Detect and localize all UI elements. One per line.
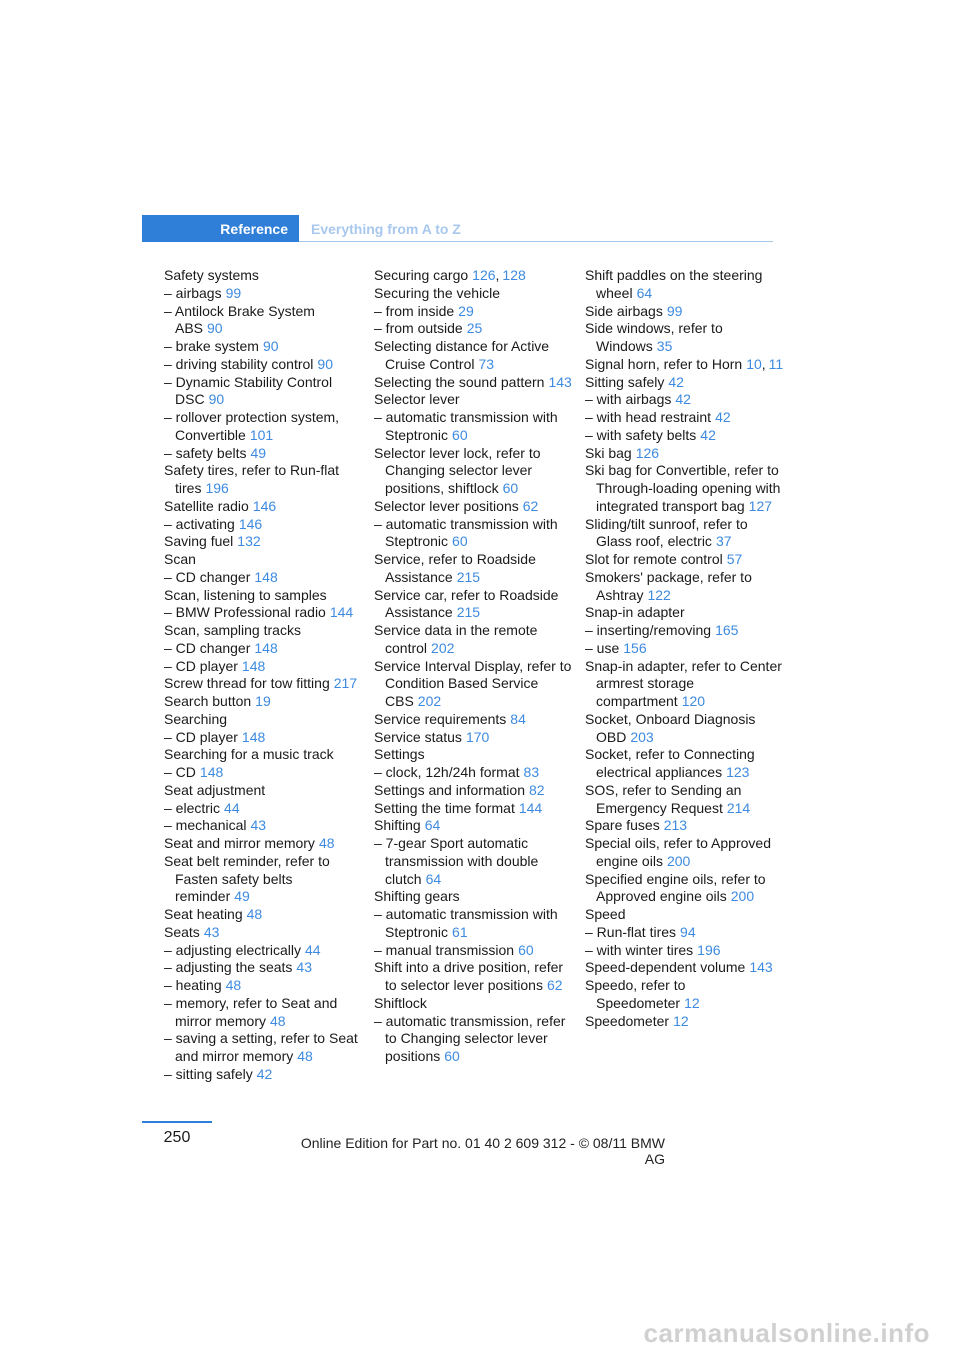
index-term: Snap-in adapter, refer to Center armrest storage compartment xyxy=(585,657,782,709)
index-term: – use xyxy=(585,639,620,656)
index-entry xyxy=(164,303,364,339)
index-term: Seat belt reminder, refer to Fasten safety belts reminder xyxy=(164,852,330,905)
index-entry xyxy=(374,516,574,552)
page-link[interactable]: 12 xyxy=(684,994,700,1011)
page-link[interactable]: 84 xyxy=(510,710,526,727)
index-term: – adjusting electrically xyxy=(164,941,301,958)
index-entry xyxy=(374,800,574,818)
index-entry xyxy=(374,746,574,764)
section-label: Reference xyxy=(220,221,288,237)
page-link[interactable]: 29 xyxy=(458,302,474,319)
page-link[interactable]: 37 xyxy=(715,533,732,550)
index-entry xyxy=(585,1013,785,1031)
index-entry xyxy=(374,391,574,409)
index-term: Setting the time format xyxy=(374,799,515,816)
index-entry xyxy=(585,391,785,409)
index-entry xyxy=(585,462,785,515)
index-term: Smokers' package, refer to Ashtray xyxy=(585,568,752,603)
page-link[interactable]: 57 xyxy=(726,551,743,567)
index-entry xyxy=(374,906,574,942)
index-entry xyxy=(585,959,785,977)
index-term: – adjusting the seats xyxy=(164,959,293,976)
index-term: Securing the vehicle xyxy=(374,284,501,301)
page-link[interactable]: 62 xyxy=(522,497,539,514)
page-link[interactable]: 94 xyxy=(680,923,696,940)
page-link[interactable]: 83 xyxy=(523,764,540,780)
index-term: Shifting xyxy=(374,817,421,834)
index-term: – CD player xyxy=(164,657,238,674)
index-term: Selector lever positions xyxy=(374,497,519,514)
page-link[interactable]: 148 xyxy=(254,639,278,656)
page-link[interactable]: 217 xyxy=(333,675,358,692)
index-term: Settings xyxy=(374,746,425,763)
index-term: Seats xyxy=(164,923,200,940)
index-term: Speedo, refer to Speedometer xyxy=(585,977,686,1011)
index-term: Service, refer to Roadside Assistance xyxy=(374,551,536,585)
index-term: – memory, refer to Seat and mirror memory xyxy=(164,994,338,1029)
index-entry xyxy=(374,995,574,1013)
index-term: – clock, 12h/24h format xyxy=(374,764,520,780)
index-entry xyxy=(374,303,574,321)
index-entry xyxy=(164,267,364,285)
page-link[interactable]: 144 xyxy=(518,799,543,816)
index-term: Service requirements xyxy=(374,710,507,727)
page-link[interactable]: 200 xyxy=(666,852,691,869)
page-link[interactable]: 49 xyxy=(250,444,267,461)
index-term: – airbags xyxy=(164,284,222,301)
index-entry xyxy=(164,409,364,445)
index-term: Shifting gears xyxy=(374,888,460,905)
index-entry xyxy=(164,942,364,960)
index-entry xyxy=(585,409,785,427)
page-link[interactable]: 61 xyxy=(452,923,468,940)
index-entry xyxy=(585,942,785,960)
index-entry xyxy=(164,1030,364,1066)
index-term: – inserting/removing xyxy=(585,622,712,638)
page-link[interactable]: 43 xyxy=(250,817,267,834)
index-term: Speed-dependent volume xyxy=(585,959,746,976)
index-entry xyxy=(164,445,364,463)
index-entry xyxy=(585,356,785,374)
index-entry xyxy=(374,551,574,587)
index-entry xyxy=(164,800,364,818)
index-term: – 7-gear Sport automatic transmission with double clutch xyxy=(374,835,539,887)
index-entry xyxy=(585,622,785,640)
index-term: Speed xyxy=(585,906,626,922)
index-term: – CD xyxy=(164,764,196,780)
index-term: Shiftlock xyxy=(374,994,427,1011)
index-term: – safety belts xyxy=(164,444,247,461)
page-link[interactable]: 203 xyxy=(630,728,654,745)
index-entry xyxy=(164,622,364,640)
index-entry xyxy=(374,587,574,623)
page-link[interactable]: 202 xyxy=(417,693,442,709)
index-term: Satellite radio xyxy=(164,497,249,514)
page-link[interactable]: 200 xyxy=(730,888,755,905)
page-link[interactable]: 73 xyxy=(478,355,495,372)
index-term: Snap-in adapter xyxy=(585,604,685,621)
index-term: Securing cargo xyxy=(374,267,469,283)
index-entry xyxy=(164,711,364,729)
page-link[interactable]: 82 xyxy=(528,781,545,798)
index-entry xyxy=(585,711,785,747)
index-entry xyxy=(374,338,574,374)
index-term: Slot for remote control xyxy=(585,551,723,567)
index-term: Socket, Onboard Diagnosis OBD xyxy=(585,710,756,745)
index-entry xyxy=(585,782,785,818)
page-link[interactable]: 48 xyxy=(246,906,263,922)
index-term: Ski bag xyxy=(585,444,632,461)
page-link[interactable]: 60 xyxy=(452,426,468,443)
index-entry xyxy=(585,835,785,871)
index-term: Search button xyxy=(164,693,252,709)
index-entry xyxy=(164,782,364,800)
index-entry xyxy=(374,658,574,711)
index-entry xyxy=(164,533,364,551)
index-term: Special oils, refer to Approved engine oils xyxy=(585,835,771,869)
index-term: – Antilock Brake System ABS xyxy=(164,302,315,337)
page-link[interactable]: 19 xyxy=(255,693,271,709)
page-link[interactable]: 90 xyxy=(208,391,225,408)
index-term: Searching for a music track xyxy=(164,746,334,763)
index-entry xyxy=(164,498,364,516)
index-term: Settings and information xyxy=(374,781,525,798)
index-term: Signal horn, refer to Horn xyxy=(585,355,743,372)
index-term: Specified engine oils, refer to Approved engine oils xyxy=(585,870,766,905)
index-entry xyxy=(585,516,785,552)
page-link[interactable]: 148 xyxy=(241,728,266,745)
index-term: Seat and mirror memory xyxy=(164,835,315,851)
index-term: Selecting the sound pattern xyxy=(374,373,545,390)
index-entry xyxy=(585,374,785,392)
index-entry xyxy=(374,942,574,960)
index-entry xyxy=(585,746,785,782)
index-term: – with winter tires xyxy=(585,941,694,958)
index-entry xyxy=(164,1066,364,1084)
index-entry xyxy=(585,640,785,658)
index-term: – BMW Professional radio xyxy=(164,604,326,621)
index-term: Sliding/tilt sunroof, refer to Glass roof, electric xyxy=(585,515,748,550)
page-link[interactable]: 43 xyxy=(203,923,220,940)
index-term: Socket, refer to Connecting electrical appliances xyxy=(585,746,755,780)
page-link[interactable]: 11 xyxy=(768,355,784,372)
index-entry xyxy=(585,817,785,835)
index-term: Seat adjustment xyxy=(164,781,266,798)
index-entry xyxy=(164,516,364,534)
index-entry xyxy=(585,906,785,924)
index-term: Service status xyxy=(374,728,462,745)
index-entry xyxy=(374,711,574,729)
page-link[interactable]: 132 xyxy=(237,533,261,550)
index-term: – automatic transmission, refer to Changing selector lever positions xyxy=(374,1012,566,1064)
index-term: – CD changer xyxy=(164,639,251,656)
index-entry xyxy=(585,427,785,445)
page-number-rule xyxy=(142,1121,212,1123)
page-link[interactable]: 148 xyxy=(254,568,278,585)
index-term: Seat heating xyxy=(164,906,243,922)
index-term: Shift paddles on the steering wheel xyxy=(585,267,763,301)
index-term: Searching xyxy=(164,710,228,727)
page-link[interactable]: 43 xyxy=(296,959,312,976)
index-entry xyxy=(374,729,574,747)
page-link[interactable]: 64 xyxy=(424,817,441,834)
page-link[interactable]: 44 xyxy=(224,799,240,816)
index-entry xyxy=(585,604,785,622)
index-term: – automatic transmission with Steptronic xyxy=(374,906,558,940)
index-term: Scan, sampling tracks xyxy=(164,622,301,638)
index-entry xyxy=(164,675,364,693)
page-link[interactable]: 60 xyxy=(518,941,534,958)
page-link[interactable]: 48 xyxy=(297,1048,313,1064)
index-entry xyxy=(164,551,364,569)
page-link[interactable]: 64 xyxy=(636,284,653,301)
index-entry xyxy=(374,959,574,995)
page-link[interactable]: 146 xyxy=(238,515,263,532)
index-term: Safety tires, refer to Run-flat tires xyxy=(164,462,340,496)
page-link[interactable]: 44 xyxy=(304,941,321,958)
index-column-1 xyxy=(164,267,364,1084)
index-entry xyxy=(164,817,364,835)
page-link[interactable]: 42 xyxy=(668,373,684,390)
index-term: Saving fuel xyxy=(164,533,234,550)
index-entry xyxy=(374,622,574,658)
page-link[interactable]: 35 xyxy=(656,338,673,354)
index-term: – rollover protection system, Convertible xyxy=(164,409,340,443)
page-link[interactable]: 123 xyxy=(726,764,750,780)
index-term: – brake system xyxy=(164,338,259,354)
index-term: Service car, refer to Roadside Assistance xyxy=(374,586,559,621)
page-link[interactable]: 48 xyxy=(225,977,242,993)
index-term: – heating xyxy=(164,977,222,993)
index-term: Service Interval Display, refer to Condition Based Service CBS xyxy=(374,657,572,709)
index-entry xyxy=(374,267,574,285)
page-link[interactable]: 196 xyxy=(205,480,229,496)
index-entry xyxy=(164,338,364,356)
index-term: – driving stability control xyxy=(164,355,314,372)
index-entry xyxy=(164,853,364,906)
page-link[interactable]: 143 xyxy=(749,959,773,976)
page-link[interactable]: 126 xyxy=(472,267,496,283)
page-title: Everything from A to Z xyxy=(311,221,461,237)
index-term: Selector lever lock, refer to Changing selector lever positions, shiftlock xyxy=(374,444,541,496)
page-separator: , xyxy=(761,355,766,372)
index-term: – saving a setting, refer to Seat and mirror memory xyxy=(164,1030,358,1064)
page-link[interactable]: 42 xyxy=(715,409,731,425)
page-link[interactable]: 12 xyxy=(673,1012,689,1029)
index-entry xyxy=(585,977,785,1013)
index-term: – with airbags xyxy=(585,391,672,408)
page-link[interactable]: 101 xyxy=(249,426,274,443)
index-term: Side airbags xyxy=(585,302,663,319)
page-link[interactable]: 148 xyxy=(199,764,224,780)
index-entry xyxy=(164,640,364,658)
index-entry xyxy=(164,587,364,605)
index-term: – CD player xyxy=(164,728,238,745)
index-term: – sitting safely xyxy=(164,1065,253,1082)
page-link[interactable]: 49 xyxy=(234,888,250,905)
page-link[interactable]: 143 xyxy=(548,373,572,390)
page-link[interactable]: 120 xyxy=(681,693,706,709)
page-link[interactable]: 60 xyxy=(452,533,468,550)
page-link[interactable]: 10 xyxy=(746,355,762,372)
page-link[interactable]: 90 xyxy=(207,320,223,337)
page-link[interactable]: 62 xyxy=(546,977,563,993)
index-entry xyxy=(164,569,364,587)
page-link[interactable]: 122 xyxy=(647,586,671,603)
index-entry xyxy=(164,374,364,410)
index-entry xyxy=(164,693,364,711)
page-link[interactable]: 214 xyxy=(726,799,751,816)
index-term: Speedometer xyxy=(585,1012,670,1029)
index-column-2 xyxy=(374,267,574,1066)
index-entry xyxy=(374,285,574,303)
index-column-3 xyxy=(585,267,785,1030)
index-entry xyxy=(585,871,785,907)
page-link[interactable]: 127 xyxy=(748,497,773,514)
index-term: – CD changer xyxy=(164,568,251,585)
page-link[interactable]: 148 xyxy=(241,657,266,674)
page-link[interactable]: 215 xyxy=(456,568,481,585)
page-separator: , xyxy=(495,267,500,283)
page-link[interactable]: 144 xyxy=(329,604,354,621)
index-entry xyxy=(374,888,574,906)
index-term: Shift into a drive position, refer to selector lever positions xyxy=(374,959,564,993)
index-entry xyxy=(374,835,574,888)
page-link[interactable]: 99 xyxy=(225,284,242,301)
index-entry xyxy=(374,445,574,498)
index-entry xyxy=(585,658,785,711)
page-link[interactable]: 215 xyxy=(456,604,481,621)
page-link[interactable]: 42 xyxy=(256,1065,273,1082)
index-term: – automatic transmission with Steptronic xyxy=(374,409,558,443)
index-term: – mechanical xyxy=(164,817,247,834)
page-link[interactable]: 202 xyxy=(431,639,455,656)
index-term: Side windows, refer to Windows xyxy=(585,320,723,354)
page-link[interactable]: 99 xyxy=(666,302,683,319)
index-entry xyxy=(374,1013,574,1066)
index-term: SOS, refer to Sending an Emergency Request xyxy=(585,781,742,816)
index-entry xyxy=(374,409,574,445)
index-entry xyxy=(164,924,364,942)
index-term: – from outside xyxy=(374,320,463,337)
index-term: Spare fuses xyxy=(585,817,660,834)
index-entry xyxy=(585,267,785,303)
index-entry xyxy=(164,462,364,498)
page-link[interactable]: 165 xyxy=(715,622,739,638)
index-term: Scan, listening to samples xyxy=(164,586,327,603)
header-divider xyxy=(299,241,773,242)
index-entry xyxy=(164,995,364,1031)
index-entry xyxy=(164,764,364,782)
index-entry xyxy=(164,729,364,747)
index-entry xyxy=(585,924,785,942)
index-entry xyxy=(374,498,574,516)
page-link[interactable]: 60 xyxy=(502,480,519,496)
page-link[interactable]: 25 xyxy=(466,320,483,337)
index-entry xyxy=(585,551,785,569)
index-term: Selector lever xyxy=(374,391,460,408)
index-entry xyxy=(374,320,574,338)
page-link[interactable]: 60 xyxy=(444,1048,460,1064)
page-link[interactable]: 90 xyxy=(317,355,333,372)
page-link[interactable]: 42 xyxy=(700,426,716,443)
index-term: – Run-flat tires xyxy=(585,923,677,940)
page-link[interactable]: 146 xyxy=(252,497,277,514)
page-link[interactable]: 156 xyxy=(623,639,647,656)
index-entry xyxy=(164,746,364,764)
page-number: 250 xyxy=(163,1129,191,1146)
index-entry xyxy=(164,835,364,853)
index-entry xyxy=(585,569,785,605)
page-link[interactable]: 196 xyxy=(697,941,721,958)
index-entry xyxy=(164,604,364,622)
index-entry xyxy=(164,906,364,924)
page-link[interactable]: 126 xyxy=(635,444,660,461)
index-term: – with head restraint xyxy=(585,409,712,425)
index-entry xyxy=(374,817,574,835)
edition-notice: Online Edition for Part no. 01 40 2 609 312 - © 08/11 BMW AG xyxy=(300,1135,665,1167)
index-term: Selecting distance for Active Cruise Control xyxy=(374,338,550,372)
index-term: – with safety belts xyxy=(585,426,697,443)
index-entry xyxy=(164,285,364,303)
index-term: – manual transmission xyxy=(374,941,515,958)
index-entry xyxy=(164,977,364,995)
page-link[interactable]: 128 xyxy=(502,267,526,283)
index-entry xyxy=(585,320,785,356)
page-link[interactable]: 90 xyxy=(262,338,279,354)
index-term: – Dynamic Stability Control DSC xyxy=(164,373,333,408)
index-entry xyxy=(164,356,364,374)
page-link[interactable]: 42 xyxy=(675,391,691,408)
index-entry xyxy=(585,445,785,463)
index-term: Safety systems xyxy=(164,267,259,283)
index-term: – electric xyxy=(164,799,221,816)
index-term: Ski bag for Convertible, refer to Through-loading opening with integrated transport bag xyxy=(585,462,781,514)
page-link[interactable]: 48 xyxy=(318,835,335,851)
index-term: – automatic transmission with Steptronic xyxy=(374,515,558,550)
page-link[interactable]: 170 xyxy=(465,728,490,745)
index-entry xyxy=(585,303,785,321)
index-entry xyxy=(164,658,364,676)
index-term: – activating xyxy=(164,515,235,532)
index-entry xyxy=(164,959,364,977)
index-term: Scan xyxy=(164,551,196,567)
page-link[interactable]: 64 xyxy=(425,870,442,887)
page-link[interactable]: 48 xyxy=(270,1012,286,1029)
index-term: – from inside xyxy=(374,302,455,319)
index-entry xyxy=(374,374,574,392)
index-term: Service data in the remote control xyxy=(374,622,538,656)
index-entry xyxy=(374,764,574,782)
index-term: Screw thread for tow fitting xyxy=(164,675,330,692)
page-link[interactable]: 213 xyxy=(663,817,688,834)
index-term: Sitting safely xyxy=(585,373,665,390)
index-entry xyxy=(374,782,574,800)
watermark: carmanualsonline.info xyxy=(643,1318,930,1348)
